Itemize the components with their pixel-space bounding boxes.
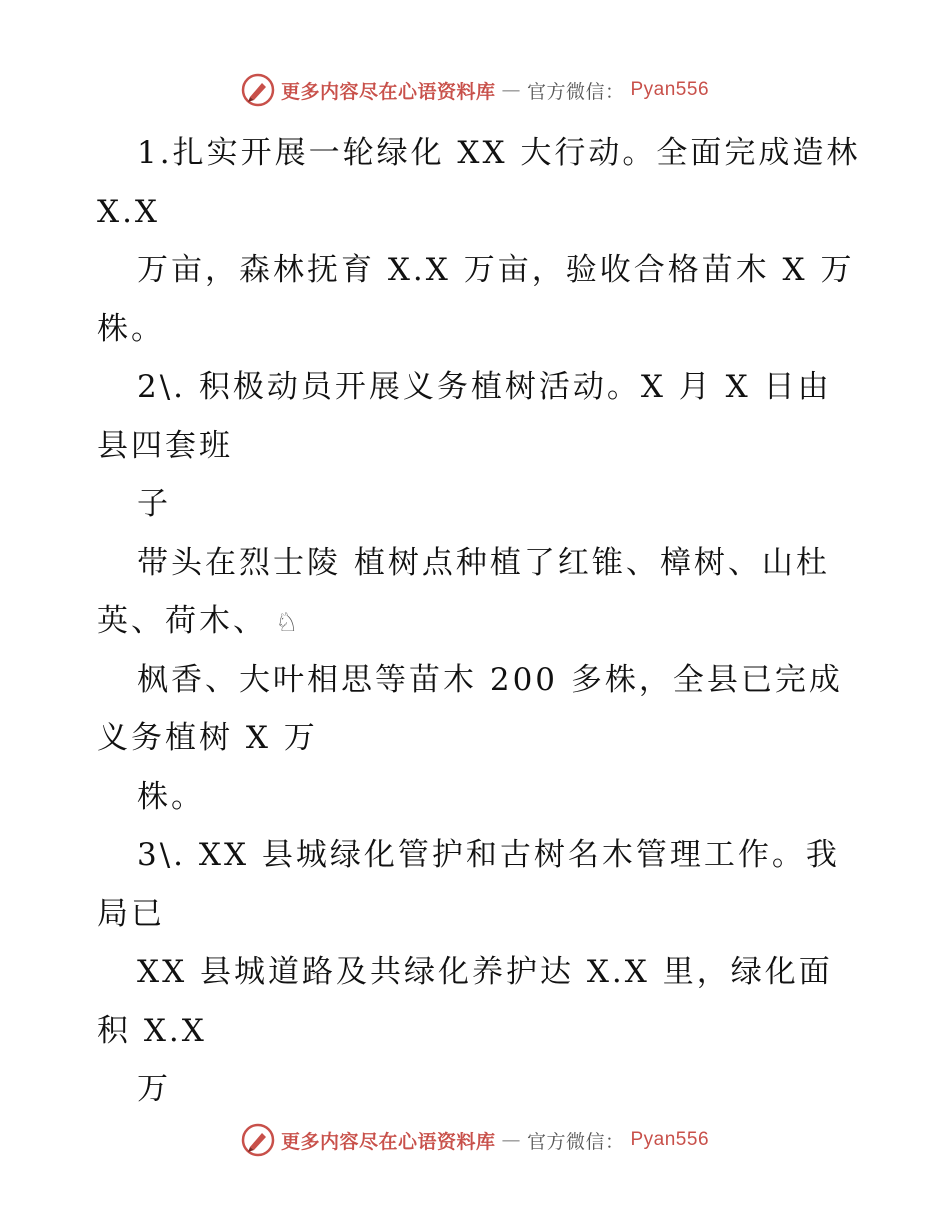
document-body — [97, 124, 861, 1119]
text-line: 积 X.X — [97, 1012, 207, 1049]
watermark-dash: — — [501, 1129, 521, 1151]
watermark-wechat-id: Pyan556 — [630, 79, 710, 100]
header-watermark — [0, 70, 950, 110]
watermark-dash: — — [501, 79, 521, 101]
text-line: X.X — [97, 193, 160, 230]
text-line: 县四套班 — [97, 427, 233, 464]
watermark-official-label: 官方微信： — [526, 80, 625, 103]
text-line: 带头在烈士陵 植树点种植了红锥、樟树、山杜 — [137, 544, 830, 581]
watermark-site-text: 更多内容尽在心语资料库 — [280, 80, 496, 103]
watermark-wechat-id: Pyan556 — [630, 1129, 710, 1150]
watermark-official-label: 官方微信： — [526, 1130, 625, 1153]
text-line: XX 县城道路及共绿化养护达 X.X 里，绿化面 — [137, 954, 833, 990]
text-line: 万亩，森林抚育 X.X 万亩，验收合格苗木 X 万 — [137, 252, 855, 288]
footer-watermark — [0, 1120, 950, 1160]
text-line: 株。 — [97, 310, 165, 347]
text-line: 株。 — [137, 778, 205, 815]
text-line: 子 — [137, 486, 171, 522]
text-line: 2\. 积极动员开展义务植树活动。X 月 X 日由 — [137, 369, 832, 405]
pen-logo-icon — [241, 73, 275, 107]
knight-chess-icon: ♘ — [275, 608, 302, 638]
text-line: 局已 — [97, 895, 165, 932]
pen-logo-icon — [241, 1123, 275, 1157]
text-line: 3\. XX 县城绿化管护和古树名木管理工作。我 — [137, 837, 840, 873]
watermark-site-text: 更多内容尽在心语资料库 — [280, 1130, 496, 1153]
text-line: 英、荷木、 ♘ — [97, 603, 302, 639]
text-line: 1.扎实开展一轮绿化 XX 大行动。全面完成造林 — [137, 135, 861, 171]
text-line: 万 — [137, 1071, 171, 1107]
text-line: 枫香、大叶相思等苗木 200 多株，全县已完成 — [137, 661, 843, 698]
text-line: 义务植树 X 万 — [97, 720, 318, 756]
